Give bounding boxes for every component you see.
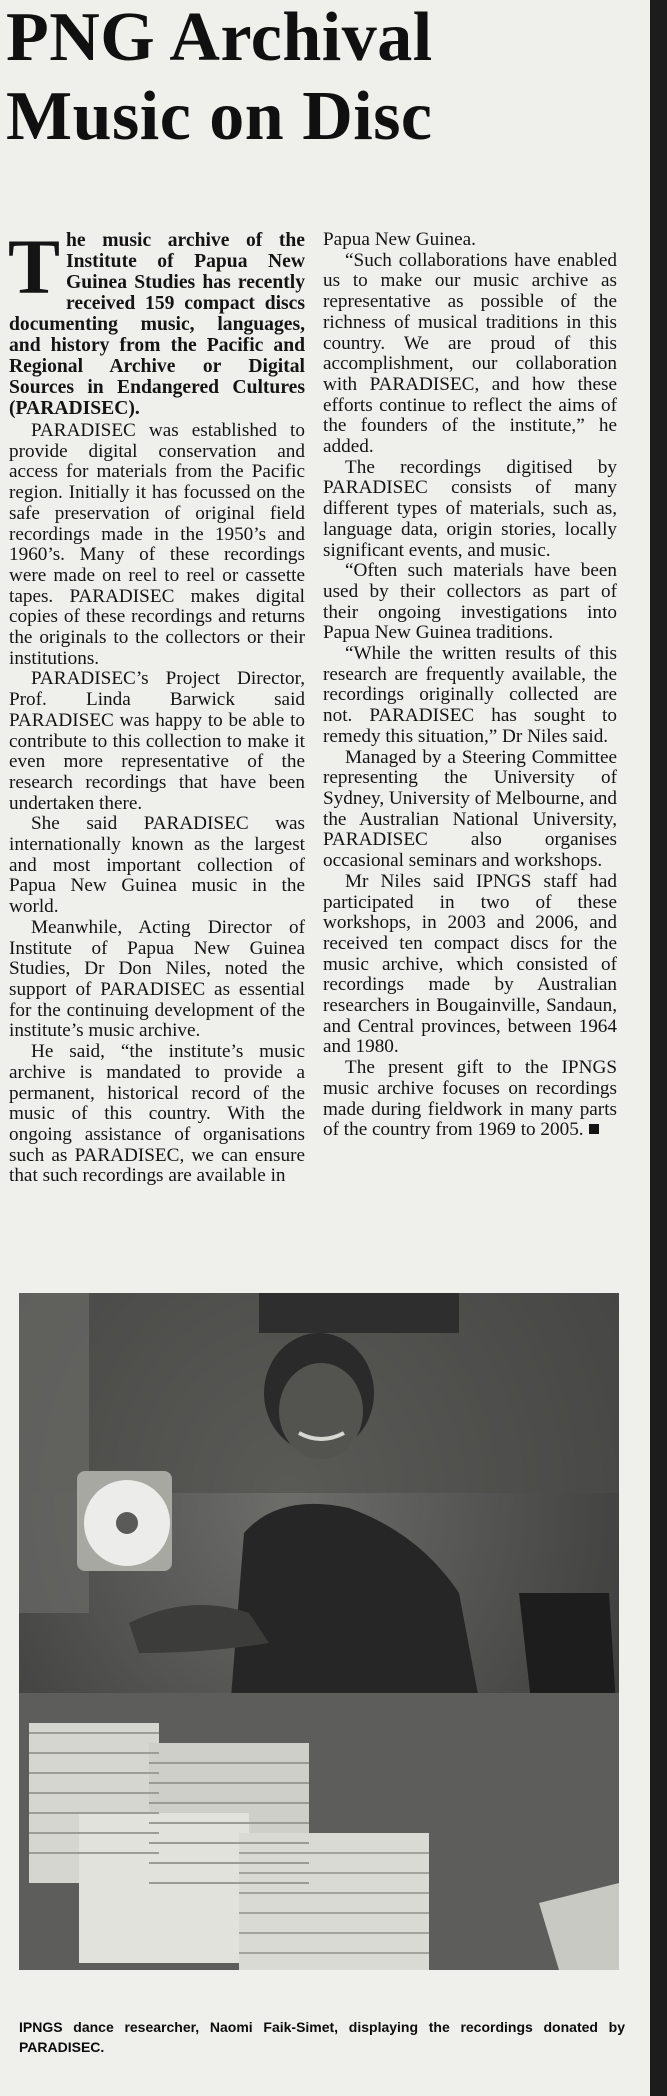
body-paragraph: “Such collaborations have enabled us to make our music archive as representative as possible of the richness of musical traditions in this country. We are proud of this accomplishment, our collaboration with PARADISEC, and how these efforts continue to reflect the aims of the founders of the institute,” he added. xyxy=(323,249,617,458)
article-column-left xyxy=(8,223,305,1187)
body-paragraph: The recordings digitised by PARADISEC consists of many different types of materials, such as, language data, origin stories, locally significant events, and music. xyxy=(323,456,617,561)
final-paragraph-text: The present gift to the IPNGS music archive focuses on recordings made during fieldwork in many parts of the country from 1969 to 2005. xyxy=(323,1057,617,1141)
person-face xyxy=(279,1363,363,1459)
lead-paragraph xyxy=(8,223,305,419)
photo-illustration xyxy=(19,1293,619,1970)
page-edge-shadow xyxy=(650,0,667,2096)
body-paragraph: She said PARADISEC was internationally known as the largest and most important collection of Papua New Guinea music in the world. xyxy=(9,813,305,918)
body-paragraph: “Often such materials have been used by their collectors as part of their ongoing investigations into Papua New Guinea traditions. xyxy=(323,560,617,644)
article-photo xyxy=(19,1293,619,1970)
body-paragraph: Managed by a Steering Committee representing the University of Sydney, University of Melbourne, and the Australian National University, PARADISEC also organises occasional seminars and workshops. xyxy=(323,746,617,872)
wall-frame xyxy=(259,1293,459,1333)
headline xyxy=(6,0,646,156)
body-paragraph: “While the written results of this research are frequently available, the recordings originally collected are not. PARADISEC has sought to remedy this situation,” Dr Niles said. xyxy=(323,643,617,747)
article-column-right xyxy=(323,230,617,1141)
headline-line-2: Music on Disc xyxy=(6,78,433,155)
drop-cap: T xyxy=(8,223,61,310)
body-paragraph: PARADISEC was established to provide digital conservation and access for materials from the Pacific region. Initially it has focussed on the safe preservation of original field recordings made in the 1950’s and 1960’s. Many of these recordings were made on reel to reel or cassette tapes. PARADISEC makes digital copies of these recordings and returns the originals to the collectors or their institutions. xyxy=(9,420,305,669)
cd-stack-3 xyxy=(79,1813,249,1963)
photo-caption: IPNGS dance researcher, Naomi Faik-Simet, displaying the recordings donated by PARADISEC. xyxy=(19,2019,625,2055)
end-mark-icon xyxy=(589,1124,599,1134)
body-paragraph: He said, “the institute’s music archive is mandated to provide a permanent, historical record of the music of this country. With the ongoing assistance of organisations such as PARADISEC, we can ensure that such recordings are available in xyxy=(9,1041,305,1187)
body-paragraph: Mr Niles said IPNGS staff had participated in two of these workshops, in 2003 and 2006, and received ten compact discs for the music archive, which consisted of recordings made by Australian researchers in Bougainville, Sandaun, and Central provinces, between 1964 and 1980. xyxy=(323,870,617,1058)
body-paragraph: PARADISEC’s Project Director, Prof. Linda Barwick said PARADISEC was happy to be able to contribute to this collection to make it even more representative of the research recordings that have been undertaken there. xyxy=(9,668,305,814)
body-paragraph: Meanwhile, Acting Director of Institute of Papua New Guinea Studies, Dr Don Niles, noted the support of PARADISEC as essential for the continuing development of the institute’s music archive. xyxy=(9,916,305,1042)
final-paragraph xyxy=(323,1058,617,1141)
continued-text: Papua New Guinea. xyxy=(323,229,476,250)
lead-text: he music archive of the Institute of Papua New Guinea Studies has recently received 159 compact discs documenting music, languages, and history from the Pacific and Regional Archive or Digital Sources in Endangered Cultures (PARADISEC). xyxy=(9,230,305,419)
disc-hub xyxy=(116,1512,138,1534)
headline-line-1: PNG Archival xyxy=(6,0,433,76)
